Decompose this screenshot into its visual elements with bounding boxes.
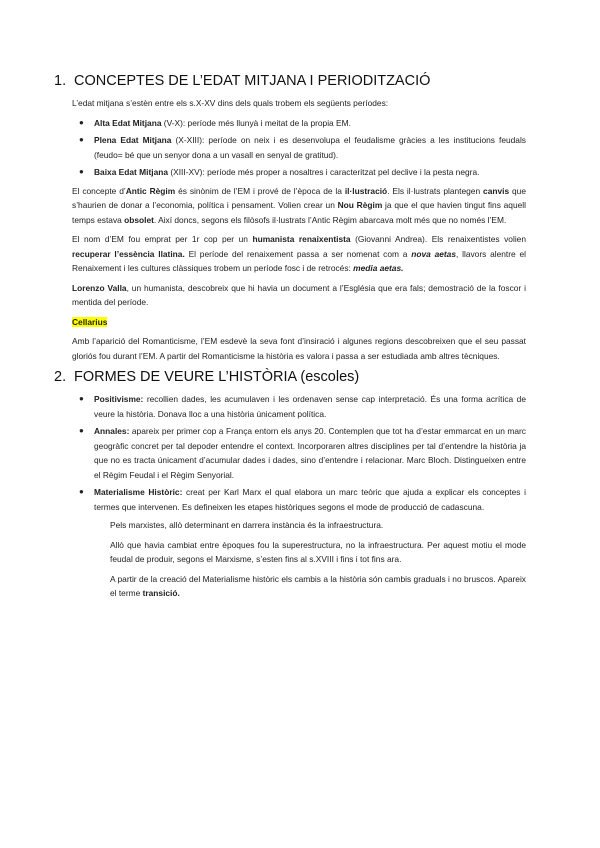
lorenzo-valla-paragraph: Lorenzo Valla, un humanista, descobreix que hi havia un document a l’Església que era fals; demostració de la foscor i mentida del període. [72,282,526,307]
periods-list [0,116,600,180]
item-text: apareix per primer cop a França entorn els anys 20. Contemplen que tot ha d’estar emmarcat en un marc geogràfic concret per tal depoder entendre el context. Incorporaren altres disciplines per tal d’entendre la història ja que no es tracta únicament d’acumular dades i dades, sino d’entendre i relacionar. Marc Bloch. Distingueixen entre el Règim Feudal i el Règim Senyorial. [94,426,526,480]
document-content [0,72,600,606]
bullet-icon: ● [79,135,84,144]
item-term: Plena Edat Mitjana [94,135,172,145]
list-item [79,133,526,162]
romanticisme-paragraph: Amb l’aparició del Romanticisme, l’EM esdevè la seva font d’insiració i algunes regions descobreixen que el seu passat gloriós fou durant l’EM. A partir del Romanticisme la història es valora i passa a ser estudiada amb altres tècniques. [72,336,526,361]
bullet-icon: ● [79,117,84,127]
section-title: CONCEPTES DE L’EDAT MITJANA I PERIODITZACIÓ [74,73,431,89]
item-term: Alta Edat Mitjana [94,117,162,128]
item-term: Annales: [94,426,130,436]
item-term: Materialisme Històric: [94,487,183,497]
item-text: (X-XIII): període on neix i es desenvolupa el feudalisme gràcies a les institucions feudals (feudo= bé que un senyor dona a un vasall en senyal de gratitud). [94,135,526,160]
marxisme-paragraph-3: A partir de la creació del Materialisme històric els cambis a la història són cambis graduals i no bruscos. Apareix el terme transició. [110,573,526,598]
list-item [79,116,526,131]
intro-paragraph: L’edat mitjana s’estèn entre els s.X-XV dins dels quals trobem els següents períodes: [72,98,389,108]
cellarius-paragraph [72,315,526,330]
bullet-icon: ● [79,167,84,176]
list-item [79,165,526,180]
bullet-icon: ● [79,487,84,496]
bullet-icon: ● [79,394,84,403]
bullet-icon: ● [79,426,84,435]
section-1-heading [54,72,600,90]
section-title: FORMES DE VEURE L’HISTÒRIA (escoles) [74,369,360,385]
antic-regim-paragraph: El concepte d’Antic Règim és sinònim de l’EM i prové de l’època de la il·lustració. Els il·lustrats plantegen canvis que s’haurien de donar a l’economia, política i pensament. Volien crear un Nou Règim ja que el que havien tingut fins aquell temps estava obsolet. Així doncs, segons els filòsofs il·lustrats l’Antic Règim abarcava molt més que no només l’EM. [72,185,527,225]
schools-list [0,392,600,514]
list-item [79,392,526,421]
marxisme-paragraph-1: Pels marxistes, allò determinant en darrera instància és la infraestructura. [110,520,384,530]
marxisme-paragraph-2: Allò que havia cambiat entre èpoques fou la superestructura, no la infraestructura. Per aquest motiu el mode feudal de produir, segons el Marxisme, s’esten fins al s.XVIII i fins i tot fins ara. [110,539,526,564]
list-item [79,485,526,514]
section-number: 1. [54,73,67,89]
section-2-heading [54,368,600,386]
item-text: (XIII-XV): període més proper a nosaltres i caracteritzat pel declive i la pesta negra. [168,167,480,177]
highlighted-term: Cellarius [72,316,108,327]
item-term: Baixa Edat Mitjana [94,167,169,177]
renaixement-paragraph: El nom d’EM fou emprat per 1r cop per un humanista renaixentista (Giovanni Andrea). Els renaixentistes volien recuperar l’essència llatina. El període del renaixement passa a ser nomenat com a nova aetas, llavors alentre el Renaixement i les cultures clàssiques trobem un període fosc i de retrocés: media aetas. [72,234,527,273]
item-text: recollien dades, les acumulaven i les ordenaven sense cap interpretació. És una forma acrítica de veure la història. Donava lloc a una història únicament política. [94,394,526,419]
section-number: 2. [54,369,67,385]
list-item [79,424,526,482]
item-text: (V-X): període més llunyà i meitat de la propia EM. [161,117,351,128]
item-term: Positivisme: [94,394,144,404]
item-text: creat per Karl Marx el qual elabora un marc teòric que ajuda a explicar els conceptes i termes que intervenen. Es defineixen les etapes històriques segons el mode de producció de cadascuna. [94,487,526,512]
